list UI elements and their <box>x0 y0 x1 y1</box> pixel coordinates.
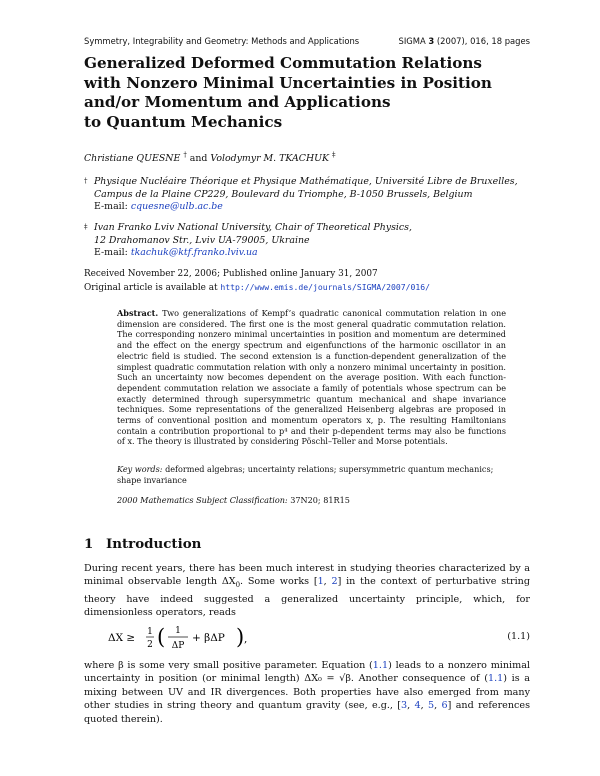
svg-text:ΔP: ΔP <box>171 641 185 651</box>
author-tkachuk: Volodymyr M. TKACHUK <box>210 153 330 165</box>
author-list: Christiane QUESNE † and Volodymyr M. TKACHUK ‡ <box>84 151 336 165</box>
author-mark: ‡ <box>332 151 336 159</box>
title-line: and/or Momentum and Applications <box>84 93 391 112</box>
equation-ref-link[interactable]: 1.1 <box>372 660 389 671</box>
citation-link[interactable]: 4 <box>414 700 421 712</box>
running-header <box>84 36 530 46</box>
paper-title <box>84 54 530 132</box>
svg-text:2: 2 <box>147 640 153 650</box>
equation-number: (1.1) <box>507 631 530 642</box>
svg-text:1: 1 <box>175 626 181 636</box>
msc-classification: 2000 Mathematics Subject Classification: 37N20; 81R15 <box>117 495 350 505</box>
abstract <box>117 308 506 447</box>
svg-text:): ) <box>236 625 245 649</box>
article-url-link[interactable]: http://www.emis.de/journals/SIGMA/2007/016/ <box>220 281 430 292</box>
journal-name: Symmetry, Integrability and Geometry: Methods and Applications <box>84 36 360 46</box>
svg-text:,: , <box>244 633 248 645</box>
email-link-quesne[interactable]: cquesne@ulb.ac.be <box>130 201 223 213</box>
citation-link[interactable]: 5 <box>428 700 435 712</box>
abstract-label: Abstract. <box>117 308 159 318</box>
author-quesne: Christiane QUESNE <box>84 153 181 165</box>
citation-link[interactable]: 6 <box>441 700 448 712</box>
svg-text:1: 1 <box>147 627 153 637</box>
title-line: to Quantum Mechanics <box>84 112 283 131</box>
citation-link[interactable]: 1 <box>317 576 324 588</box>
citation-link[interactable]: 3 <box>401 700 408 712</box>
publication-info: Received November 22, 2006; Published online January 31, 2007 Original article is available at http://www.emis.de/journals/SIGMA/2007/016/ <box>84 269 430 293</box>
intro-paragraph-2: where β is some very small positive parameter. Equation (1.1) leads to a nonzero minimal uncertainty in position (or minimal length) ΔX₀ = √β. Another consequence of (1.1) is a mixing between UV and IR divergences. Both properties have also emerged from many other studies in string theory and quantum gravity (see, e.g., [3, 4, 5, 6] and references quoted therein). <box>84 660 530 725</box>
svg-text:ΔX ≥: ΔX ≥ <box>108 632 136 644</box>
title-line: Generalized Deformed Commutation Relations <box>84 54 482 72</box>
citation-link[interactable]: 2 <box>331 576 338 588</box>
affiliation-1: † Physique Nucléaire Théorique et Physique Mathématique, Université Libre de Bruxelles, Campus de la Plaine CP229, Boulevard du Triomphe, B-1050 Brussels, Belgium E-mail: cquesne@ulb.ac.be <box>84 176 518 213</box>
svg-text:(: ( <box>157 625 166 649</box>
keywords: Key words: deformed algebras; uncertainty relations; supersymmetric quantum mechanics; shape invariance <box>117 464 494 485</box>
equation-ref-link[interactable]: 1.1 <box>487 673 504 685</box>
section-heading: 1 Introduction <box>84 536 202 552</box>
equation-formula <box>108 619 408 657</box>
author-mark: † <box>183 151 187 159</box>
sigma-citation: SIGMA 3 (2007), 016, 18 pages <box>398 36 530 46</box>
email-link-tkachuk[interactable]: tkachuk@ktf.franko.lviv.ua <box>130 247 258 259</box>
abstract-text: Two generalizations of Kempf’s quadratic canonical commutation relation in one dimension are considered. The first one is the most general quadratic commutation relation. The corresponding nonzero minimal uncertainties in position and momentum are determined and the effect on the energy spectrum and eigenfunctions of the harmonic oscillator in an electric field is studied. The second extension is a function-dependent generalization of the simplest quadratic commutation relation with only a nonzero minimal uncertainty in position. Such an uncertainty now becomes dependent on the average position. With each function-dependent commutation relation we associate a family of potentials whose spectrum can be exactly determined through supersymmetric quantum mechanical and shape invariance techniques. Some representations of the generalized Heisenberg algebras are proposed in terms of conventional position and momentum operators x, p. The resulting Hamiltonians contain a contribution proportional to p⁴ and their p-dependent terms may also be functions of x. The theory is illustrated by considering Pöschl–Teller and Morse potentials. <box>117 308 506 447</box>
equation-1-1 <box>108 619 530 657</box>
received-dates: Received November 22, 2006; Published online January 31, 2007 <box>84 269 378 279</box>
svg-text:+ βΔP: + βΔP <box>192 632 225 644</box>
affiliation-2: ‡ Ivan Franko Lviv National University, Chair of Theoretical Physics, 12 Drahomanov Str., Lviv UA-79005, Ukraine E-mail: tkachuk@ktf.franko.lviv.ua <box>84 222 412 259</box>
intro-paragraph-1: During recent years, there has been much interest in studying theories characterized by a minimal observable length $\Delta X_0$. Some works [1, 2] in the context of perturbative string theory have indeed suggested a generalized uncertainty principle, which, for dimensionless operators, reads <box>84 563 530 619</box>
title-line: with Nonzero Minimal Uncertainties in Position <box>84 73 492 92</box>
